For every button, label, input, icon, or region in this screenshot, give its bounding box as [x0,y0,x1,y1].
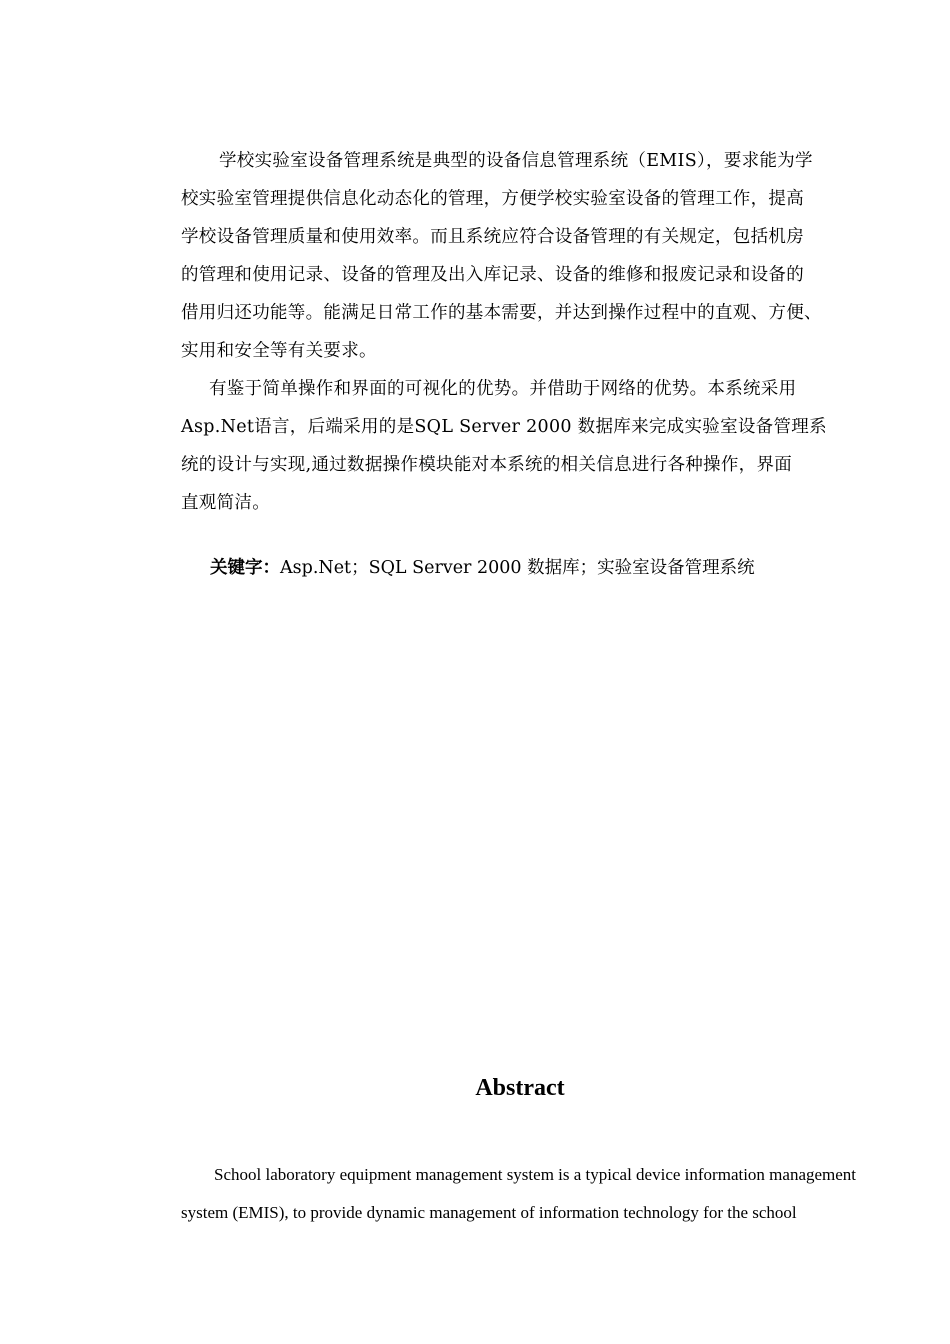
paragraph-1-line: 借用归还功能等。能满足日常工作的基本需要，并达到操作过程中的直观、方便、 [181,303,822,323]
english-abstract-body [181,1156,871,1232]
english-abstract-line: system (EMIS), to provide dynamic management of information technology for the school [181,1203,797,1222]
keywords-label: 关键字： [210,558,280,578]
english-abstract-line: School laboratory equipment management system is a typical device information management [214,1165,857,1184]
paragraph-1-line: 学校设备管理质量和使用效率。而且系统应符合设备管理的有关规定，包括机房 [181,227,804,247]
paragraph-2-line: Asp.Net语言，后端采用的是SQL Server 2000 数据库来完成实验室设备管理系 [181,417,827,437]
paragraph-1-line: 的管理和使用记录、设备的管理及出入库记录、设备的维修和报废记录和设备的 [181,265,804,285]
keywords-text: Asp.Net；SQL Server 2000 数据库；实验室设备管理系统 [280,558,755,578]
paragraph-1-line: 学校实验室设备管理系统是典型的设备信息管理系统（EMIS），要求能为学 [219,151,813,171]
paragraph-1-line: 校实验室管理提供信息化动态化的管理，方便学校实验室设备的管理工作，提高 [181,189,804,209]
keywords-line [210,549,755,587]
paragraph-2-line: 统的设计与实现,通过数据操作模块能对本系统的相关信息进行各种操作，界面 [181,455,793,475]
abstract-heading: Abstract [475,1075,565,1101]
paragraph-2-line: 有鉴于简单操作和界面的可视化的优势。并借助于网络的优势。本系统采用 [209,379,797,399]
chinese-abstract-body [181,142,871,522]
paragraph-2-line: 直观简洁。 [181,493,270,513]
paragraph-1-line: 实用和安全等有关要求。 [181,341,377,361]
